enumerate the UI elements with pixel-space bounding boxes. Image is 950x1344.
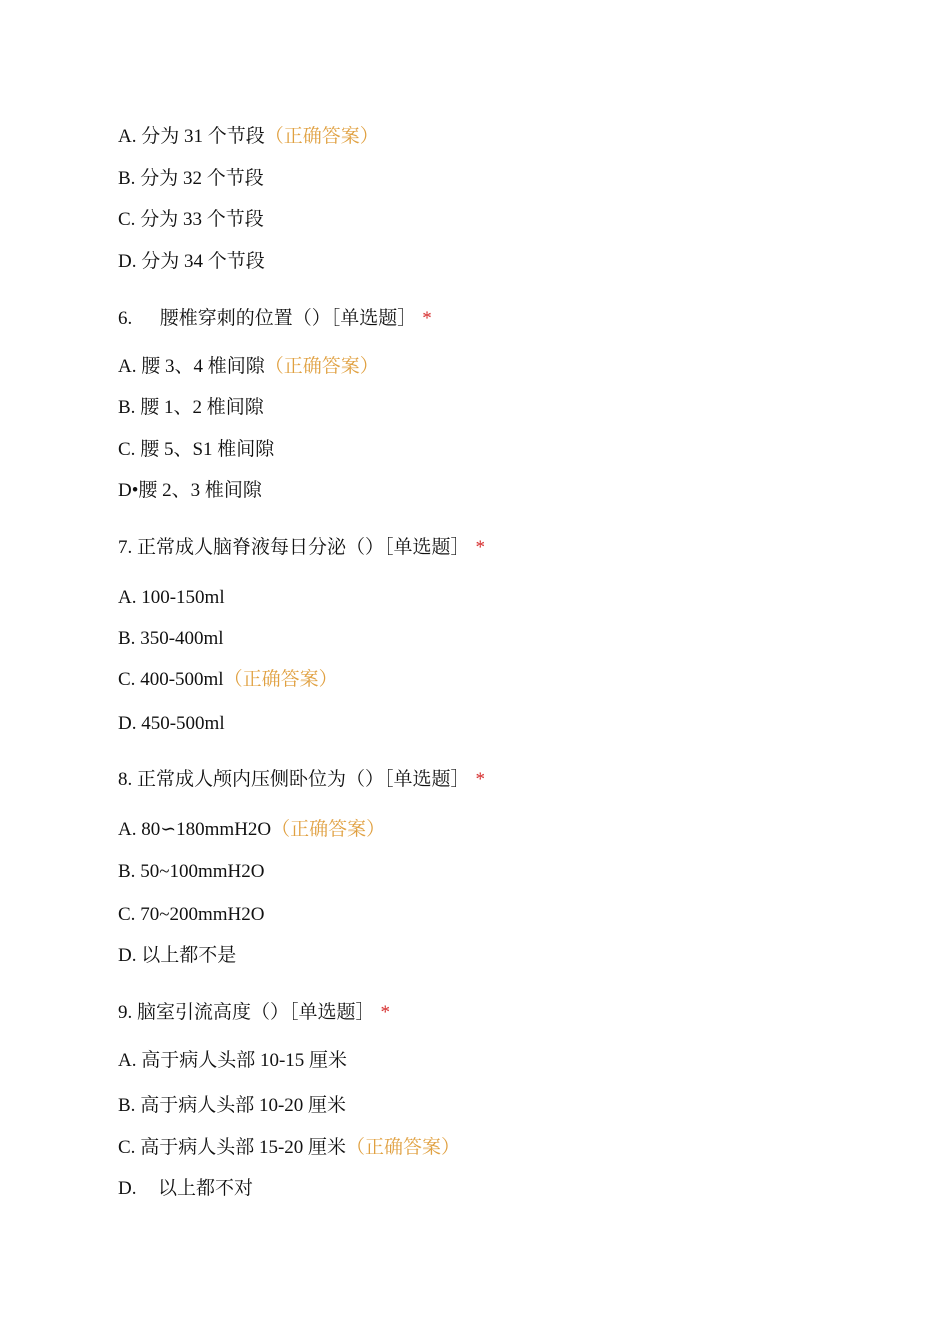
option-label: B. [118, 861, 136, 882]
option-text: 70~200mmH2O [140, 904, 265, 925]
question-text: 正常成人脑脊液每日分泌（）［单选题］ [137, 537, 470, 558]
option-label: B. [118, 1095, 136, 1116]
option-5a [118, 125, 379, 149]
option-text: 350-400ml [140, 628, 224, 649]
question-number: 8. [118, 769, 133, 790]
required-mark: * [422, 308, 432, 329]
option-label: D• [118, 480, 139, 501]
option-label: C. [118, 904, 136, 925]
option-label: A. [118, 819, 137, 840]
option-5d [118, 250, 265, 274]
question-9 [118, 1001, 390, 1025]
required-mark: * [475, 769, 486, 790]
option-7a [118, 586, 225, 610]
option-6d [118, 479, 262, 503]
option-text: 腰 2、3 椎间隙 [138, 480, 262, 501]
option-text: 以上都不是 [141, 945, 237, 966]
option-9a [118, 1049, 347, 1073]
option-text: 腰 5、S1 椎间隙 [140, 439, 275, 460]
option-text: 80∽180mmH2O [141, 819, 272, 840]
option-6c [118, 438, 274, 462]
option-label: A. [118, 1050, 137, 1071]
option-7b [118, 627, 224, 651]
option-8a [118, 818, 385, 842]
option-text: 50~100mmH2O [140, 861, 265, 882]
question-number: 6. [118, 308, 133, 329]
correct-answer-tag: （正确答案） [264, 356, 379, 377]
option-6b [118, 396, 264, 420]
option-8c [118, 903, 264, 927]
question-7 [118, 536, 485, 560]
option-label: B. [118, 397, 136, 418]
option-label: C. [118, 669, 136, 690]
option-text: 腰 3、4 椎间隙 [141, 356, 265, 377]
option-label: B. [118, 628, 136, 649]
option-label: A. [118, 126, 137, 147]
correct-answer-tag: （正确答案） [223, 669, 338, 690]
option-9d [118, 1177, 253, 1201]
option-text: 高于病人头部 10-15 厘米 [141, 1050, 348, 1071]
question-6 [118, 307, 432, 331]
question-number: 7. [118, 537, 133, 558]
required-mark: * [475, 537, 486, 558]
option-label: D. [118, 713, 137, 734]
required-mark: * [380, 1002, 391, 1023]
option-text: 分为 34 个节段 [141, 251, 265, 272]
option-text: 分为 31 个节段 [141, 126, 265, 147]
question-text: 正常成人颅内压侧卧位为（）［单选题］ [137, 769, 470, 790]
option-5c [118, 208, 264, 232]
option-label: D. [118, 251, 137, 272]
option-label: C. [118, 1137, 136, 1158]
option-9c [118, 1136, 460, 1160]
option-text: 高于病人头部 10-20 厘米 [140, 1095, 347, 1116]
option-text: 100-150ml [141, 587, 225, 608]
option-label: B. [118, 168, 136, 189]
option-8b [118, 860, 264, 884]
option-6a [118, 355, 379, 379]
option-label: D. [118, 945, 137, 966]
option-label: C. [118, 439, 136, 460]
option-text: 腰 1、2 椎间隙 [140, 397, 264, 418]
option-5b [118, 167, 264, 191]
option-7d [118, 712, 225, 736]
option-text: 400-500ml [140, 669, 224, 690]
correct-answer-tag: （正确答案） [264, 126, 379, 147]
question-text: 腰椎穿刺的位置（）［单选题］ [159, 308, 417, 329]
option-text: 分为 33 个节段 [140, 209, 264, 230]
option-text: 以上都不对 [157, 1178, 253, 1199]
correct-answer-tag: （正确答案） [271, 819, 386, 840]
option-8d [118, 944, 236, 968]
option-9b [118, 1094, 346, 1118]
question-number: 9. [118, 1002, 133, 1023]
question-8 [118, 768, 485, 792]
correct-answer-tag: （正确答案） [346, 1137, 461, 1158]
option-text: 450-500ml [141, 713, 225, 734]
option-text: 分为 32 个节段 [140, 168, 264, 189]
option-label: A. [118, 356, 137, 377]
option-label: C. [118, 209, 136, 230]
option-label: A. [118, 587, 137, 608]
option-label: D. [118, 1178, 137, 1199]
question-text: 脑室引流高度（）［单选题］ [137, 1002, 375, 1023]
option-text: 高于病人头部 15-20 厘米 [140, 1137, 347, 1158]
option-7c [118, 668, 338, 692]
